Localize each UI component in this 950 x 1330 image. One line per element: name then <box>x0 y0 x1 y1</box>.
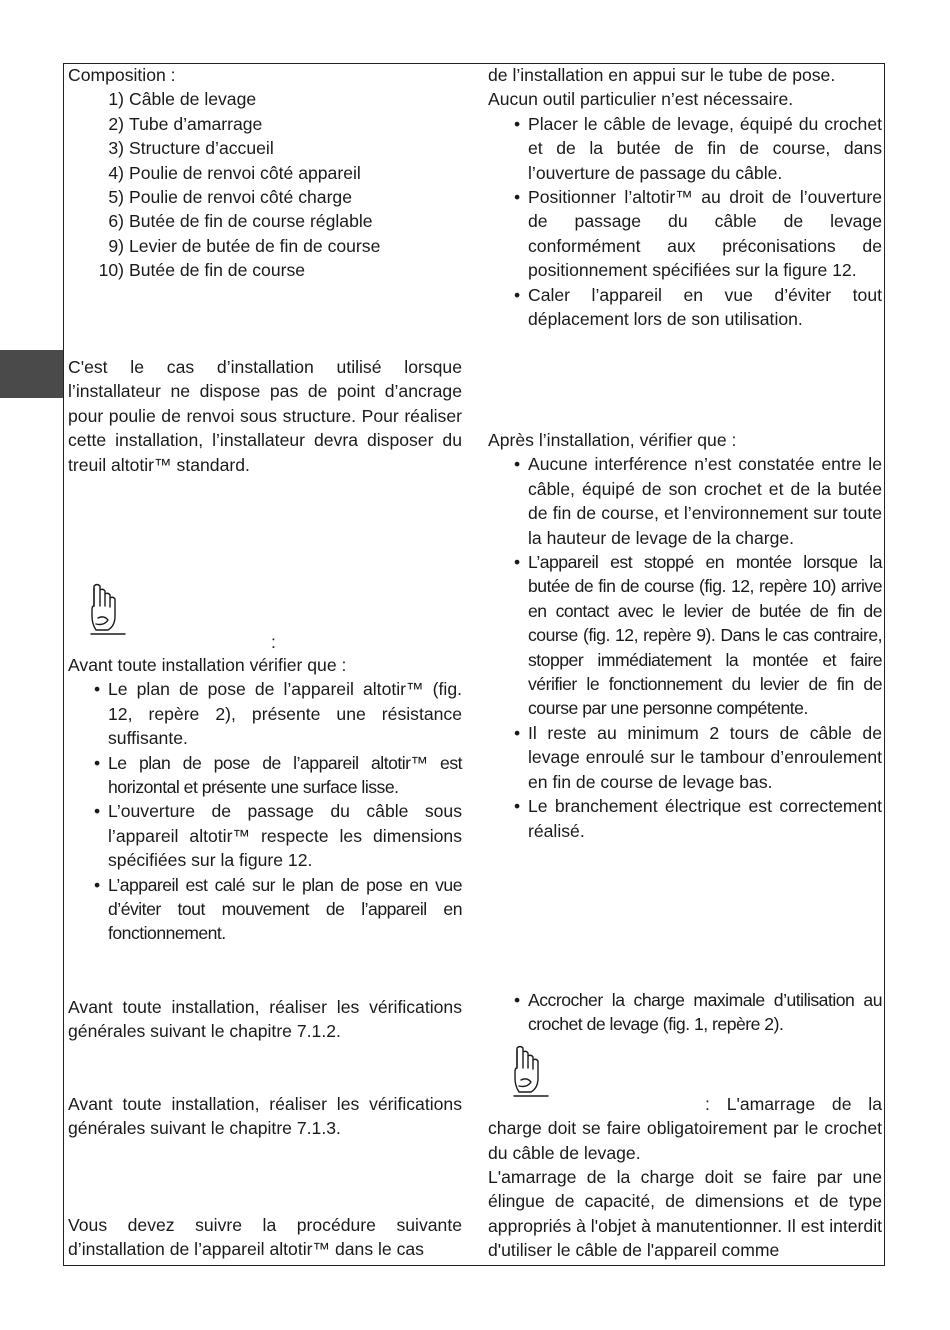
list-item: • L’appareil est calé sur le plan de pose en vue d’éviter tout mouvement de l’appareil en fonctionnement. <box>68 873 462 946</box>
composition-item: 3) Structure d’accueil <box>108 138 274 159</box>
chapter-tab <box>0 350 63 398</box>
verification-712: Avant toute installation, réaliser les vérifications générales suivant le chapitre 7.1.2. <box>68 997 462 1042</box>
composition-item: 6) Butée de fin de course réglable <box>108 211 373 232</box>
case-paragraph: C'est le cas d’installation utilisé lorsque l’installateur ne dispose pas de point d’ancrage pour poulie de renvoi sous structure. Pour réaliser cette installation, l’installateur devra disposer du treuil altotir™ standard. <box>68 357 462 475</box>
post-install-intro: Après l’installation, vérifier que : <box>488 430 737 450</box>
composition-item: 2) Tube d’amarrage <box>108 113 263 134</box>
warning-second: L'amarrage de la charge doit se faire par une élingue de capacité, de dimensions et de type appropriés à l'objet à manutentionner. Il est interdit d'utiliser le câble de l'appareil comme <box>488 1167 882 1261</box>
composition-section <box>68 63 462 283</box>
post-install-list <box>488 452 882 843</box>
pre-install-section <box>68 653 462 946</box>
verification-713: Avant toute installation, réaliser les vérifications générales suivant le chapitre 7.1.3. <box>68 1094 462 1139</box>
composition-item: 5) Poulie de renvoi côté charge <box>108 187 352 208</box>
composition-item: 4) Poulie de renvoi côté appareil <box>108 162 361 183</box>
pointing-hand-icon <box>88 582 130 650</box>
composition-item: 1) Câble de levage <box>108 89 257 110</box>
list-item: • Accrocher la charge maximale d’utilisation au crochet de levage (fig. 1, repère 2). <box>488 988 882 1037</box>
list-item: • Il reste au minimum 2 tours de câble de levage enroulé sur le tambour d’enroulement en fin de course de levage bas. <box>488 721 882 794</box>
composition-heading: Composition : <box>68 65 176 85</box>
procedure-paragraph: Vous devez suivre la procédure suivante d’installation de l’appareil altotir™ dans le cas <box>68 1215 462 1260</box>
list-item: • Placer le câble de levage, équipé du crochet et de la butée de fin de course, dans l’ouverture de passage du câble. <box>488 112 882 185</box>
right-intro: de l’installation en appui sur le tube de pose. Aucun outil particulier n’est nécessaire. <box>488 65 836 110</box>
list-item: • Caler l’appareil en vue d’éviter tout déplacement lors de son utilisation. <box>488 283 882 332</box>
list-item: • L’ouverture de passage du câble sous l’appareil altotir™ respecte les dimensions spécifiées sur la figure 12. <box>68 799 462 872</box>
load-test-section <box>488 988 882 1037</box>
list-item: • Le plan de pose de l’appareil altotir™ (fig. 12, repère 2), présente une résistance suffisante. <box>68 677 462 750</box>
list-item: • Le branchement électrique est correctement réalisé. <box>488 794 882 843</box>
list-item: • L’appareil est stoppé en montée lorsque la butée de fin de course (fig. 12, repère 10) arrive en contact avec le levier de butée de fin de course (fig. 12, repère 9). Dans le cas contraire, stopper immédiatement la montée et faire vérifier le fonctionnement du levier de fin de course par une personne compétente. <box>488 550 882 721</box>
list-item: • Positionner l’altotir™ au droit de l’ouverture de passage du câble de levage conformément aux préconisations de positionnement spécifiées sur la figure 12. <box>488 185 882 283</box>
list-item: • Aucune interférence n’est constatée entre le câble, équipé de son crochet et de la butée de fin de course, et l’environnement sur toute la hauteur de levage de la charge. <box>488 452 882 550</box>
pre-install-list <box>68 677 462 945</box>
pre-install-intro: Avant toute installation vérifier que : <box>68 655 347 675</box>
composition-list <box>68 87 462 282</box>
note-colon: : <box>271 632 276 652</box>
post-install-section <box>488 428 882 843</box>
install-steps <box>488 112 882 332</box>
composition-item: 10) Butée de fin de course <box>98 260 306 281</box>
composition-item: 9) Levier de butée de fin de course <box>108 235 381 256</box>
warning-first: : L'amarrage de la charge doit se faire obligatoirement par le crochet du câble de levage. <box>488 1094 882 1163</box>
list-item: • Le plan de pose de l’appareil altotir™ est horizontal et présente une surface lisse. <box>68 751 462 800</box>
install-section <box>488 63 882 331</box>
